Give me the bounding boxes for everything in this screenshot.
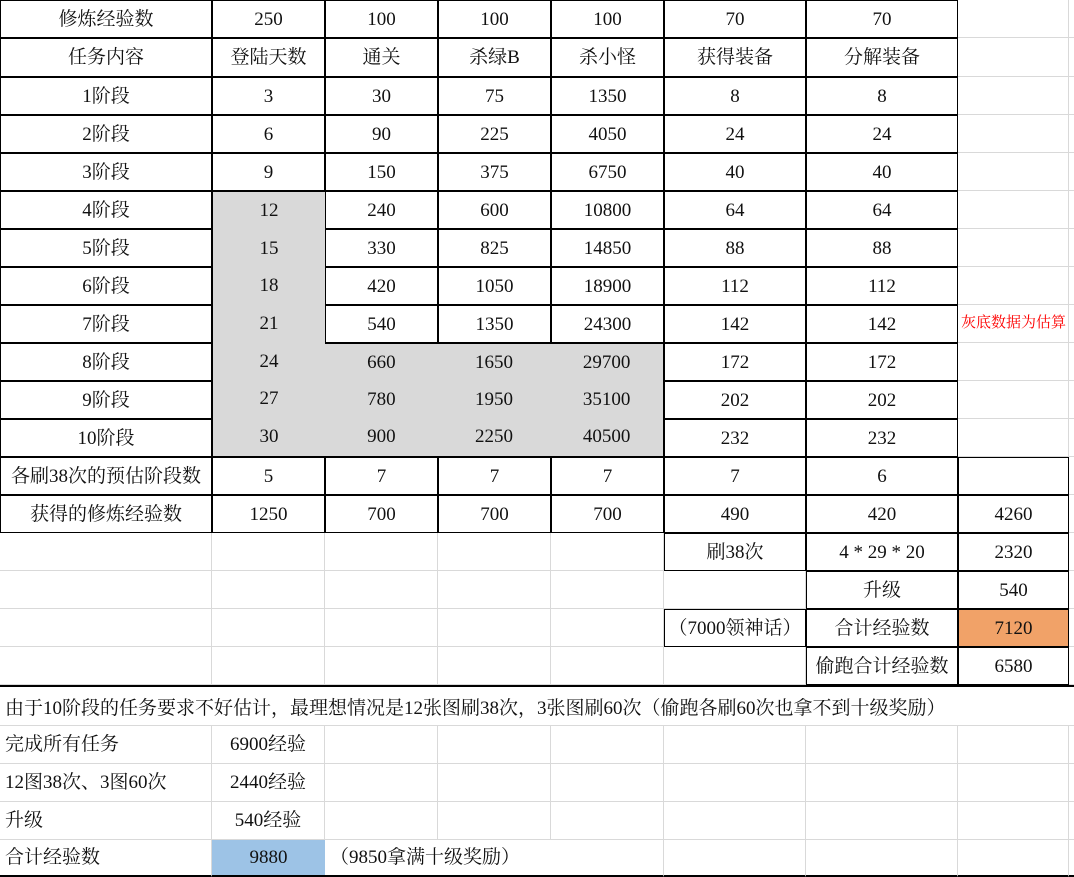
stage-value: 540 bbox=[325, 305, 438, 343]
empty-cell bbox=[806, 726, 958, 764]
empty-cell bbox=[1069, 802, 1074, 840]
empty-cell bbox=[664, 571, 806, 609]
stage-value: 6750 bbox=[551, 153, 664, 191]
empty-cell bbox=[958, 191, 1069, 229]
empty-cell bbox=[664, 764, 806, 802]
empty-cell bbox=[325, 609, 438, 647]
stage-value: 240 bbox=[325, 191, 438, 229]
upgrade-exp: 540 bbox=[958, 571, 1069, 609]
empty-bordered-cell bbox=[958, 457, 1069, 495]
stage-value: 3 bbox=[212, 77, 325, 115]
stage-label: 4阶段 bbox=[0, 191, 212, 229]
empty-cell bbox=[212, 647, 325, 685]
exp-gain-value: 700 bbox=[551, 495, 664, 533]
stage-value: 24300 bbox=[551, 305, 664, 343]
grand-total-value: 9880 bbox=[212, 840, 325, 877]
empty-cell bbox=[0, 533, 212, 571]
empty-cell bbox=[1069, 381, 1074, 419]
exp-header-value: 70 bbox=[664, 0, 806, 38]
empty-cell bbox=[664, 647, 806, 685]
empty-cell bbox=[212, 609, 325, 647]
empty-cell bbox=[1069, 38, 1074, 77]
empty-cell bbox=[1069, 267, 1074, 305]
empty-cell bbox=[551, 647, 664, 685]
stage-label: 2阶段 bbox=[0, 115, 212, 153]
empty-cell bbox=[1069, 764, 1074, 802]
empty-cell bbox=[438, 571, 551, 609]
mythic-note: （7000领神话） bbox=[664, 609, 806, 647]
gray-stage-value: 30 bbox=[259, 426, 279, 448]
sneak-total-value: 6580 bbox=[958, 647, 1069, 685]
gray-stage-value: 780 bbox=[367, 388, 396, 410]
stage-value: 1350 bbox=[438, 305, 551, 343]
stage-value: 4050 bbox=[551, 115, 664, 153]
stage-value: 375 bbox=[438, 153, 551, 191]
gray-stage-value: 1650 bbox=[474, 351, 513, 373]
stage-label: 10阶段 bbox=[0, 419, 212, 457]
runs-value: 7 bbox=[325, 457, 438, 495]
estimated-gray-block-kills bbox=[325, 343, 664, 457]
empty-cell bbox=[664, 840, 806, 877]
empty-cell bbox=[1069, 726, 1074, 764]
task-header-label: 任务内容 bbox=[0, 38, 212, 77]
exp-header-value: 100 bbox=[325, 0, 438, 38]
empty-cell bbox=[1069, 229, 1074, 267]
empty-cell bbox=[1069, 609, 1074, 647]
stage-label: 1阶段 bbox=[0, 77, 212, 115]
maps-plan-label: 12图38次、3图60次 bbox=[0, 764, 212, 802]
stage-label: 7阶段 bbox=[0, 305, 212, 343]
empty-cell bbox=[958, 77, 1069, 115]
gray-stage-value: 40500 bbox=[582, 426, 631, 448]
upgrade-bottom-value: 540经验 bbox=[212, 802, 325, 840]
gray-stage-value: 27 bbox=[259, 388, 279, 410]
stage-value: 24 bbox=[806, 115, 958, 153]
brush38-exp: 2320 bbox=[958, 533, 1069, 571]
stage-label: 9阶段 bbox=[0, 381, 212, 419]
stage-value: 88 bbox=[806, 229, 958, 267]
gray-stage-value: 18 bbox=[259, 275, 279, 297]
gray-stage-value: 660 bbox=[367, 351, 396, 373]
gray-stage-value: 900 bbox=[367, 426, 396, 448]
empty-cell bbox=[438, 609, 551, 647]
empty-cell bbox=[958, 726, 1069, 764]
empty-cell bbox=[212, 533, 325, 571]
empty-cell bbox=[1069, 457, 1074, 495]
exp-gain-value: 700 bbox=[438, 495, 551, 533]
strategy-note-line: 由于10阶段的任务要求不好估计，最理想情况是12张图刷38次，3张图刷60次（偷跑各刷60次也拿不到十级奖励） bbox=[0, 685, 1074, 726]
stage-value: 225 bbox=[438, 115, 551, 153]
stage-value: 825 bbox=[438, 229, 551, 267]
exp-gain-value: 490 bbox=[664, 495, 806, 533]
grand-total-note: （9850拿满十级奖励） bbox=[325, 840, 664, 877]
empty-cell bbox=[664, 726, 806, 764]
brush38-formula: 4 * 29 * 20 bbox=[806, 533, 958, 571]
stage-value: 8 bbox=[806, 77, 958, 115]
empty-cell bbox=[958, 267, 1069, 305]
empty-cell bbox=[958, 764, 1069, 802]
total-exp-label: 合计经验数 bbox=[806, 609, 958, 647]
empty-cell bbox=[551, 802, 664, 840]
stage-value: 330 bbox=[325, 229, 438, 267]
stage-value: 8 bbox=[664, 77, 806, 115]
empty-cell bbox=[958, 381, 1069, 419]
empty-cell bbox=[551, 571, 664, 609]
empty-cell bbox=[0, 571, 212, 609]
empty-cell bbox=[551, 609, 664, 647]
empty-cell bbox=[958, 419, 1069, 457]
stage-value: 232 bbox=[806, 419, 958, 457]
empty-cell bbox=[958, 115, 1069, 153]
gray-stage-value: 21 bbox=[259, 312, 279, 334]
stage-value: 150 bbox=[325, 153, 438, 191]
stage-value: 172 bbox=[664, 343, 806, 381]
empty-cell bbox=[958, 840, 1069, 877]
exp-header-label: 修炼经验数 bbox=[0, 0, 212, 38]
empty-cell bbox=[1069, 305, 1074, 343]
exp-gain-value: 700 bbox=[325, 495, 438, 533]
stage-value: 14850 bbox=[551, 229, 664, 267]
empty-cell bbox=[438, 726, 551, 764]
empty-cell bbox=[1069, 419, 1074, 457]
all-tasks-value: 6900经验 bbox=[212, 726, 325, 764]
empty-cell bbox=[551, 726, 664, 764]
stage-value: 142 bbox=[806, 305, 958, 343]
empty-cell bbox=[1069, 533, 1074, 571]
empty-cell bbox=[551, 764, 664, 802]
estimated-gray-block-login-days bbox=[212, 191, 325, 457]
empty-cell bbox=[551, 533, 664, 571]
all-tasks-label: 完成所有任务 bbox=[0, 726, 212, 764]
empty-cell bbox=[958, 343, 1069, 381]
empty-cell bbox=[1069, 343, 1074, 381]
task-header-value: 登陆天数 bbox=[212, 38, 325, 77]
stage-label: 3阶段 bbox=[0, 153, 212, 191]
empty-cell bbox=[0, 647, 212, 685]
empty-cell bbox=[1069, 115, 1074, 153]
stage-value: 6 bbox=[212, 115, 325, 153]
empty-cell bbox=[958, 0, 1069, 38]
stage-value: 202 bbox=[664, 381, 806, 419]
empty-cell bbox=[325, 726, 438, 764]
empty-cell bbox=[325, 764, 438, 802]
task-header-value: 杀小怪 bbox=[551, 38, 664, 77]
exp-header-value: 100 bbox=[551, 0, 664, 38]
empty-cell bbox=[806, 764, 958, 802]
exp-gain-value: 1250 bbox=[212, 495, 325, 533]
exp-header-value: 250 bbox=[212, 0, 325, 38]
runs-value: 7 bbox=[664, 457, 806, 495]
exp-gain-label: 获得的修炼经验数 bbox=[0, 495, 212, 533]
stage-label: 5阶段 bbox=[0, 229, 212, 267]
stage-value: 18900 bbox=[551, 267, 664, 305]
empty-cell bbox=[325, 571, 438, 609]
stage-value: 64 bbox=[664, 191, 806, 229]
exp-gain-value: 420 bbox=[806, 495, 958, 533]
empty-cell bbox=[1069, 495, 1074, 533]
stage-value: 112 bbox=[664, 267, 806, 305]
exp-header-value: 100 bbox=[438, 0, 551, 38]
empty-cell bbox=[1069, 840, 1074, 877]
sneak-total-label: 偷跑合计经验数 bbox=[806, 647, 958, 685]
stage-value: 40 bbox=[664, 153, 806, 191]
task-header-value: 分解装备 bbox=[806, 38, 958, 77]
empty-cell bbox=[1069, 77, 1074, 115]
gray-stage-value: 1950 bbox=[474, 388, 513, 410]
stage-value: 232 bbox=[664, 419, 806, 457]
stage-value: 420 bbox=[325, 267, 438, 305]
runs-row-label: 各刷38次的预估阶段数 bbox=[0, 457, 212, 495]
brush38-label: 刷38次 bbox=[664, 533, 806, 571]
gray-data-estimate-note: 灰底数据为估算 bbox=[958, 305, 1069, 343]
empty-cell bbox=[1069, 153, 1074, 191]
empty-cell bbox=[1069, 0, 1074, 38]
empty-cell bbox=[1069, 647, 1074, 685]
stage-value: 75 bbox=[438, 77, 551, 115]
runs-value: 6 bbox=[806, 457, 958, 495]
total-exp-value: 7120 bbox=[958, 609, 1069, 647]
runs-value: 5 bbox=[212, 457, 325, 495]
gray-stage-value: 29700 bbox=[582, 351, 631, 373]
stage-value: 88 bbox=[664, 229, 806, 267]
stage-value: 10800 bbox=[551, 191, 664, 229]
empty-cell bbox=[664, 802, 806, 840]
stage-value: 90 bbox=[325, 115, 438, 153]
task-header-value: 杀绿B bbox=[438, 38, 551, 77]
exp-header-value: 70 bbox=[806, 0, 958, 38]
empty-cell bbox=[325, 802, 438, 840]
empty-cell bbox=[325, 647, 438, 685]
gray-stage-value: 15 bbox=[259, 237, 279, 259]
stage-value: 112 bbox=[806, 267, 958, 305]
empty-cell bbox=[958, 38, 1069, 77]
task-header-value: 通关 bbox=[325, 38, 438, 77]
empty-cell bbox=[438, 802, 551, 840]
stage-value: 1350 bbox=[551, 77, 664, 115]
empty-cell bbox=[806, 840, 958, 877]
empty-cell bbox=[806, 802, 958, 840]
empty-cell bbox=[212, 571, 325, 609]
upgrade-bottom-label: 升级 bbox=[0, 802, 212, 840]
upgrade-label: 升级 bbox=[806, 571, 958, 609]
stage-value: 9 bbox=[212, 153, 325, 191]
gray-stage-value: 12 bbox=[259, 199, 279, 221]
stage-value: 1050 bbox=[438, 267, 551, 305]
stage-value: 142 bbox=[664, 305, 806, 343]
stage-value: 172 bbox=[806, 343, 958, 381]
gray-stage-value: 35100 bbox=[582, 388, 631, 410]
runs-value: 7 bbox=[438, 457, 551, 495]
runs-value: 7 bbox=[551, 457, 664, 495]
empty-cell bbox=[958, 153, 1069, 191]
gray-stage-value: 24 bbox=[259, 350, 279, 372]
stage-value: 64 bbox=[806, 191, 958, 229]
empty-cell bbox=[958, 229, 1069, 267]
empty-cell bbox=[438, 647, 551, 685]
stage-label: 8阶段 bbox=[0, 343, 212, 381]
exp-gain-total: 4260 bbox=[958, 495, 1069, 533]
grand-total-label: 合计经验数 bbox=[0, 840, 212, 877]
stage-value: 40 bbox=[806, 153, 958, 191]
empty-cell bbox=[325, 533, 438, 571]
gray-stage-value: 2250 bbox=[474, 426, 513, 448]
stage-label: 6阶段 bbox=[0, 267, 212, 305]
empty-cell bbox=[0, 609, 212, 647]
empty-cell bbox=[438, 764, 551, 802]
stage-value: 24 bbox=[664, 115, 806, 153]
stage-value: 30 bbox=[325, 77, 438, 115]
stage-value: 202 bbox=[806, 381, 958, 419]
empty-cell bbox=[1069, 191, 1074, 229]
empty-cell bbox=[958, 802, 1069, 840]
stage-value: 600 bbox=[438, 191, 551, 229]
task-header-value: 获得装备 bbox=[664, 38, 806, 77]
empty-cell bbox=[1069, 571, 1074, 609]
maps-plan-value: 2440经验 bbox=[212, 764, 325, 802]
empty-cell bbox=[438, 533, 551, 571]
